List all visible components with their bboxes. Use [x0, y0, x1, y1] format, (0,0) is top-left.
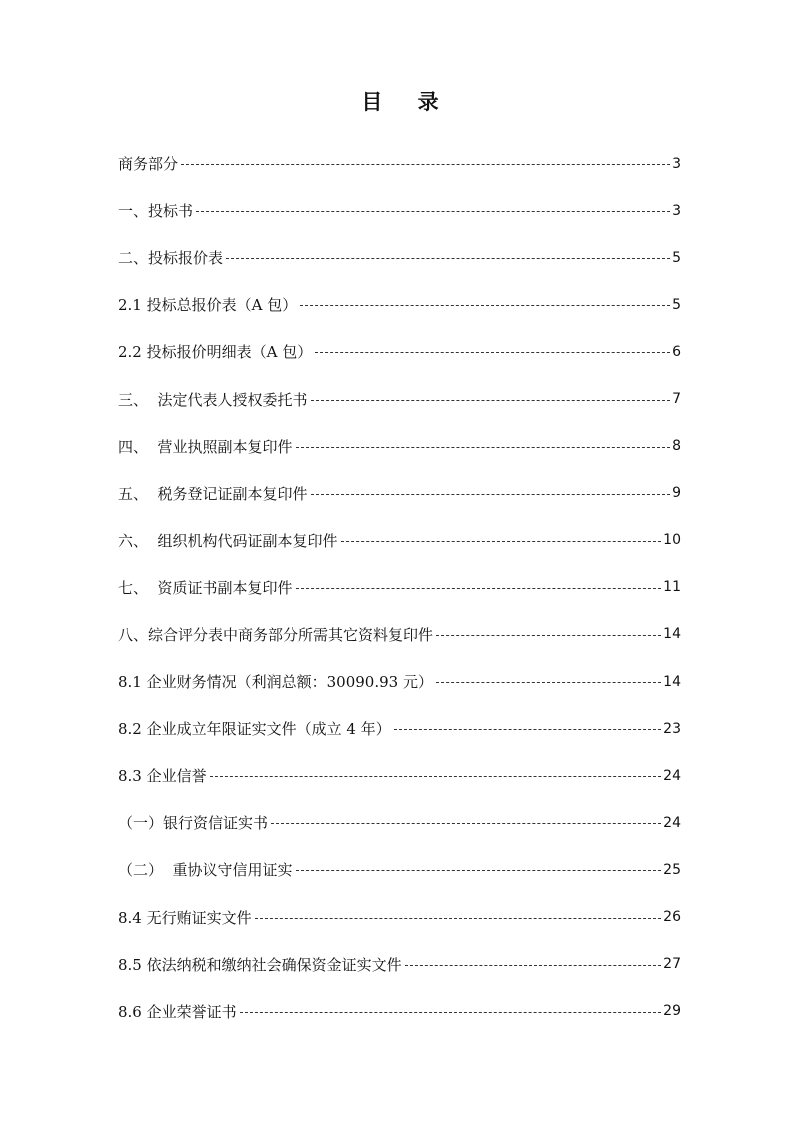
toc-entry-org-code[interactable]	[118, 517, 681, 564]
toc-entry-label: 五、 税务登记证副本复印件	[118, 484, 308, 503]
toc-leader	[341, 541, 662, 542]
toc-entry-label: 八、综合评分表中商务部分所需其它资料复印件	[118, 625, 434, 644]
toc-entry-tax-registration[interactable]	[118, 470, 681, 517]
toc-entry-authorization[interactable]	[118, 375, 681, 422]
toc-entry-finance[interactable]	[118, 658, 681, 705]
toc-leader	[394, 729, 661, 730]
toc-entry-page: 27	[663, 956, 681, 973]
toc-entry-tax-social-security[interactable]	[118, 941, 681, 988]
toc-entry-label: 8.5 依法纳税和缴纳社会确保资金证实文件	[118, 955, 402, 974]
page-title: 目 录	[361, 89, 453, 114]
toc-entry-business-license[interactable]	[118, 423, 681, 470]
toc-entry-label: （一）银行资信证实书	[118, 814, 269, 833]
toc-entry-page: 14	[663, 626, 681, 643]
toc-entry-label: 8.6 企业荣誉证书	[118, 1002, 237, 1021]
toc-entry-page: 10	[663, 532, 681, 549]
toc-leader	[226, 258, 670, 259]
toc-entry-page: 5	[672, 249, 681, 266]
toc-entry-no-bribery[interactable]	[118, 894, 681, 941]
toc-entry-page: 25	[663, 861, 681, 878]
toc-leader	[300, 305, 670, 306]
toc-leader	[311, 494, 671, 495]
toc-leader	[196, 211, 670, 212]
toc-entry-page: 23	[663, 720, 681, 737]
toc-entry-label: 8.4 无行贿证实文件	[118, 908, 252, 927]
toc-leader	[311, 400, 671, 401]
toc-leader	[436, 682, 661, 683]
toc-entry-page: 3	[672, 202, 681, 219]
toc-entry-quote-detail[interactable]	[118, 328, 681, 375]
toc-entry-page: 14	[663, 673, 681, 690]
toc-leader	[315, 352, 670, 353]
toc-entry-establishment[interactable]	[118, 705, 681, 752]
toc-leader	[210, 776, 662, 777]
toc-entry-total-quote[interactable]	[118, 281, 681, 328]
toc-entry-other-materials[interactable]	[118, 611, 681, 658]
toc-entry-label: 商务部分	[118, 155, 179, 174]
toc-leader	[271, 823, 661, 824]
toc-entry-label: 2.1 投标总报价表（A 包）	[118, 296, 298, 315]
toc-entry-bank-credit[interactable]	[118, 799, 681, 846]
toc-entry-label: 七、 资质证书副本复印件	[118, 578, 293, 597]
toc-entry-bid-letter[interactable]	[118, 187, 681, 234]
toc-entry-commerce[interactable]	[118, 140, 681, 187]
toc-entry-page: 11	[663, 579, 681, 596]
toc-entry-page: 7	[672, 391, 681, 408]
toc-entry-honors[interactable]	[118, 988, 681, 1035]
toc-leader	[240, 1012, 662, 1013]
toc-entry-label: 8.1 企业财务情况（利润总额：30090.93 元）	[118, 673, 433, 692]
toc-entry-page: 6	[672, 343, 681, 360]
toc-leader	[255, 918, 662, 919]
toc-entry-label: 四、 营业执照副本复印件	[118, 437, 293, 456]
toc-leader	[296, 870, 662, 871]
toc-entry-contract-credit[interactable]	[118, 846, 681, 893]
toc-entry-label: 8.2 企业成立年限证实文件（成立 4 年）	[118, 720, 391, 739]
toc-leader	[181, 164, 670, 165]
toc-entry-page: 5	[672, 296, 681, 313]
toc-leader	[296, 447, 671, 448]
toc-entry-label: 六、 组织机构代码证副本复印件	[118, 531, 338, 550]
toc-entry-page: 24	[663, 767, 681, 784]
toc-leader	[296, 588, 662, 589]
toc-entry-page: 29	[663, 1003, 681, 1020]
toc-leader	[436, 635, 661, 636]
toc-entry-page: 3	[672, 155, 681, 172]
toc-entry-page: 9	[672, 485, 681, 502]
table-of-contents	[118, 140, 681, 1035]
toc-leader	[405, 965, 662, 966]
toc-entry-quote-table[interactable]	[118, 234, 681, 281]
toc-entry-label: 一、投标书	[118, 202, 194, 221]
toc-entry-label: 三、 法定代表人授权委托书	[118, 390, 308, 409]
toc-entry-label: 二、投标报价表	[118, 249, 224, 268]
toc-entry-page: 8	[672, 438, 681, 455]
toc-entry-label: 2.2 投标报价明细表（A 包）	[118, 343, 313, 362]
toc-entry-label: 8.3 企业信誉	[118, 767, 207, 786]
toc-entry-qualification[interactable]	[118, 564, 681, 611]
toc-entry-label: （二） 重协议守信用证实	[118, 861, 293, 880]
toc-entry-reputation[interactable]	[118, 752, 681, 799]
toc-entry-page: 24	[663, 814, 681, 831]
toc-entry-page: 26	[663, 909, 681, 926]
